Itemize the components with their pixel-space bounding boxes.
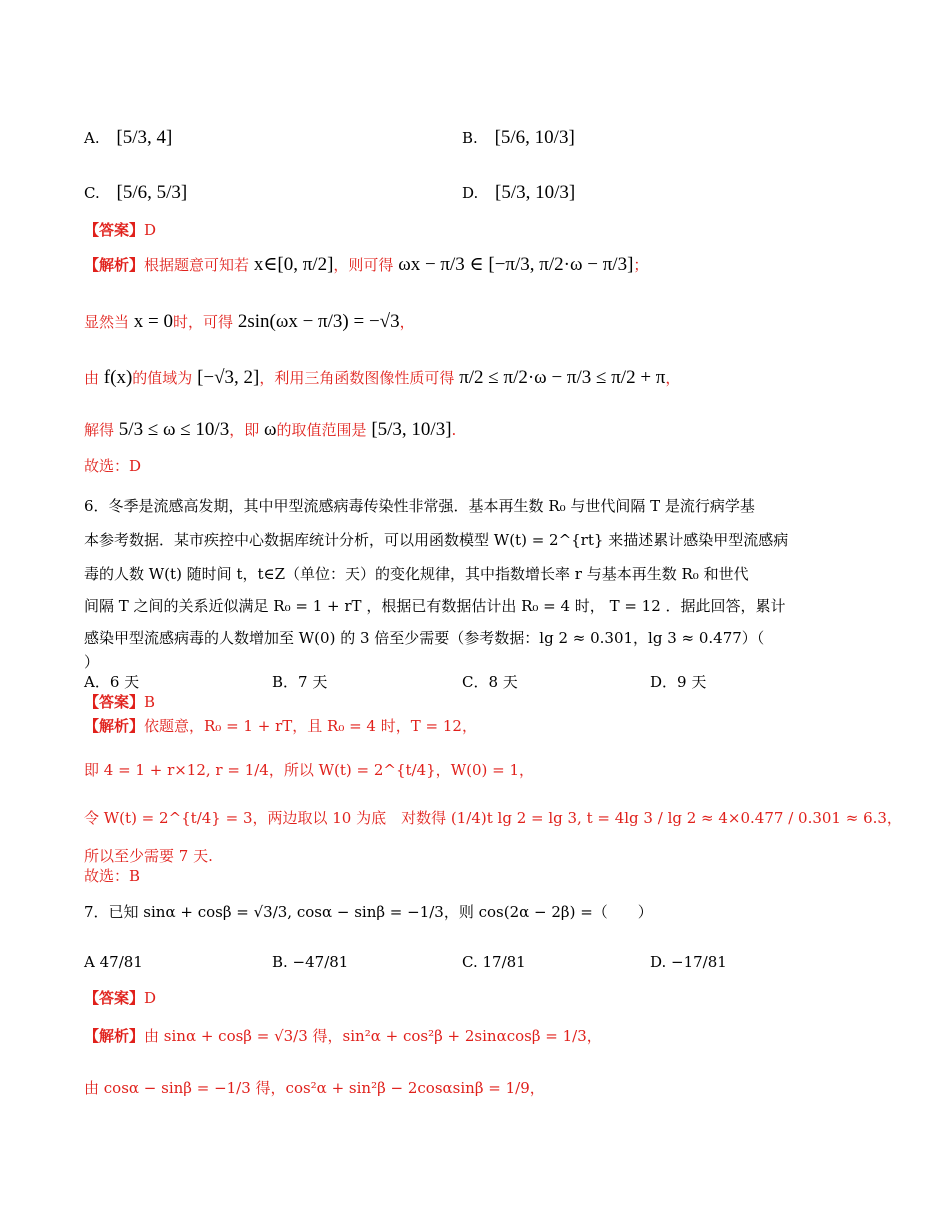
q6-conclusion: 故选：B [84,867,141,885]
q5-analysis-l4-text2: ，即 [229,421,260,439]
q5-option-a-label: A. [84,129,100,147]
q5-analysis-line-3 [84,368,680,388]
q5-analysis-l1-tail: ； [633,256,649,274]
q6-stem-line-6: ） [84,653,100,671]
q6-analysis-line-4: 所以至少需要 7 天. [84,847,213,865]
q5-option-c-math: [5/6, 5/3] [116,182,188,203]
q5-analysis-l4-math1: 5/3 ≤ ω ≤ 10/3 [118,419,230,440]
q6-analysis-tag: 【解析】 [84,717,145,735]
q5-option-b [462,128,575,148]
q6-answer-tag: 【答案】 [84,693,145,711]
q7-analysis-line-2: 由 cosα − sinβ = −1/3 得，cos²α + sin²β − 2cosαsinβ = 1/9， [84,1079,545,1097]
q5-analysis-line-2 [84,312,415,332]
q5-option-c [84,183,187,203]
q6-stem-line-1: 6．冬季是流感高发期，其中甲型流感病毒传染性非常强．基本再生数 R₀ 与世代间隔 T 是流行病学基 [84,497,755,515]
q5-analysis-l1-text: 根据题意可知若 [144,256,250,274]
q5-option-d [462,183,575,203]
q6-answer [84,692,155,712]
q5-analysis-l3-math3: π/2 ≤ π/2·ω − π/3 ≤ π/2 + π [459,367,666,388]
q5-analysis-line-4 [84,420,456,440]
q6-stem-line-3: 毒的人数 W(t) 随时间 t，t∈Z（单位：天）的变化规律，其中指数增长率 r 与基本再生数 R₀ 和世代 [84,565,749,583]
q6-stem-line-5: 感染甲型流感病毒的人数增加至 W(0) 的 3 倍至少需要（参考数据：lg 2 ≈ 0.301，lg 3 ≈ 0.477）（ [84,629,765,647]
q5-analysis-l2-math2: 2sin(ωx − π/3) = −√3 [237,311,400,332]
q5-answer-value: D [144,221,157,239]
q5-analysis-l1-math1: x∈[0, π/2] [253,254,334,275]
q5-analysis-l4-math3: [5/3, 10/3] [371,419,452,440]
q5-analysis-l3-text2: 的值域为 [132,369,193,387]
q5-option-a [84,128,172,148]
q5-analysis-l3-math1: f(x) [103,367,133,388]
q7-option-c: C. 17/81 [462,953,526,971]
q5-option-a-math: [5/3, 4] [116,127,173,148]
q6-answer-value: B [144,693,156,711]
q5-analysis-l4-tail: . [451,421,457,439]
q6-stem-line-4: 间隔 T 之间的关系近似满足 R₀ = 1 + rT ，根据已有数据估计出 R₀ = 4 时， T = 12 ．据此回答，累计 [84,597,786,615]
q5-analysis-l3-math2: [−√3, 2] [197,367,260,388]
q7-analysis-l1: 由 sinα + cosβ = √3/3 得，sin²α + cos²β + 2sinαcosβ = 1/3， [144,1027,602,1045]
q5-analysis-l4-text: 解得 [84,421,115,439]
q7-answer-tag: 【答案】 [84,989,145,1007]
q5-analysis-l2-tail: ， [399,313,415,331]
q6-analysis-line-1 [84,716,477,736]
q5-option-c-label: C. [84,184,100,202]
q5-analysis-l1-math2: ωx − π/3 ∈ [−π/3, π/2·ω − π/3] [398,254,634,275]
q5-analysis-l3-text: 由 [84,369,100,387]
q5-analysis-l4-text3: 的取值范围是 [276,421,367,439]
q7-stem: 7．已知 sinα + cosβ = √3/3, cosα − sinβ = −1/3，则 cos(2α − 2β) =（ ） [84,903,653,921]
q5-analysis-l1-text2: ，则可得 [333,256,394,274]
q7-answer [84,988,156,1008]
q5-analysis-line-1 [84,255,648,275]
q5-analysis-l3-tail: ， [665,369,681,387]
q7-analysis-tag: 【解析】 [84,1027,145,1045]
q5-option-d-label: D. [462,184,479,202]
q5-option-b-label: B. [462,129,478,147]
q6-option-b: B．7 天 [272,673,328,691]
q7-analysis-line-1 [84,1026,602,1046]
q5-analysis-l2-text: 显然当 [84,313,130,331]
q7-option-b: B. −47/81 [272,953,349,971]
q6-analysis-l1: 依题意，R₀ = 1 + rT，且 R₀ = 4 时，T = 12， [144,717,477,735]
q6-option-c: C．8 天 [462,673,518,691]
q6-option-d: D．9 天 [650,673,707,691]
q7-answer-value: D [144,989,157,1007]
q5-analysis-l3-text3: ，利用三角函数图像性质可得 [259,369,455,387]
q5-option-d-math: [5/3, 10/3] [495,182,576,203]
q7-option-d: D. −17/81 [650,953,727,971]
q7-option-a: A 47/81 [84,953,143,971]
q6-analysis-line-2: 即 4 = 1 + r×12, r = 1/4，所以 W(t) = 2^{t/4}，W(0) = 1， [84,761,535,779]
q6-stem-line-2: 本参考数据．某市疾控中心数据库统计分析，可以用函数模型 W(t) = 2^{rt} 来描述累计感染甲型流感病 [84,531,789,549]
q5-option-b-math: [5/6, 10/3] [494,127,575,148]
q5-analysis-l2-text2: 时，可得 [173,313,234,331]
q5-analysis-l2-math1: x = 0 [133,311,174,332]
q5-answer [84,220,156,240]
q5-answer-tag: 【答案】 [84,221,145,239]
q5-conclusion: 故选：D [84,457,142,475]
q5-analysis-tag: 【解析】 [84,256,145,274]
q5-analysis-l4-math2: ω [264,419,277,440]
q6-analysis-line-3: 令 W(t) = 2^{t/4} = 3，两边取以 10 为底 对数得 (1/4)t lg 2 = lg 3, t = 4lg 3 / lg 2 ≈ 4×0.477 / 0.301 ≈ 6.3， [84,809,902,827]
q6-option-a: A．6 天 [84,673,140,691]
